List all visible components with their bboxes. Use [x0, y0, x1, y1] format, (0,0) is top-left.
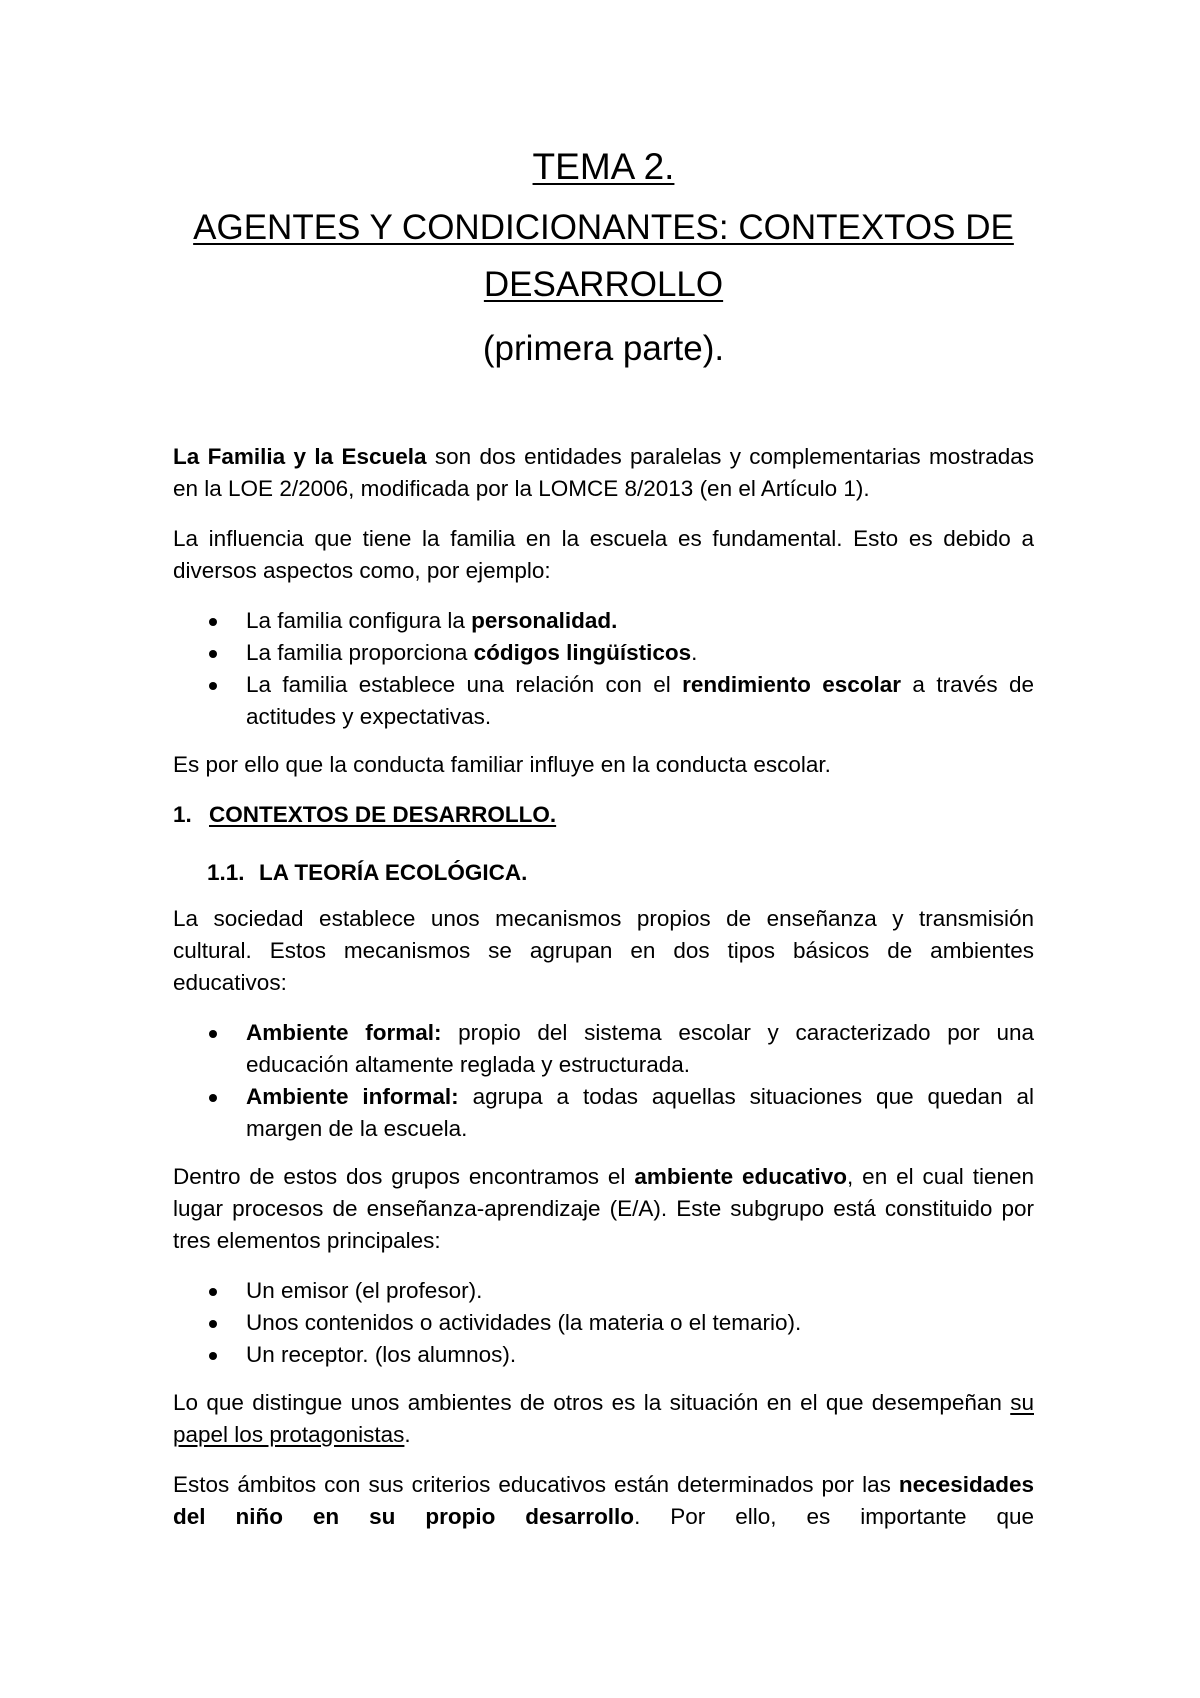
topic-number: TEMA 2.: [532, 146, 675, 187]
influence-paragraph: La influencia que tiene la familia en la escuela es fundamental. Esto es debido a diversos aspectos como, por ejemplo:: [173, 526, 1034, 583]
list-item: La familia proporciona códigos lingüísticos.: [173, 637, 1034, 669]
conclusion-paragraph: Es por ello que la conducta familiar influye en la conducta escolar.: [173, 752, 831, 777]
ambientes-list: [173, 1017, 1034, 1145]
topic-subtitle: (primera parte).: [482, 329, 725, 368]
bullet-icon: [209, 682, 217, 690]
section-heading-1: 1. CONTEXTOS DE DESARROLLO.: [173, 802, 557, 827]
family-list: [173, 605, 1034, 733]
bullet-icon: [209, 1094, 217, 1102]
list-item: Un receptor. (los alumnos).: [173, 1339, 1034, 1371]
bullet-icon: [209, 1320, 217, 1328]
list-item: Ambiente formal: propio del sistema escolar y caracterizado por una educación altamente reglada y estructurada.: [173, 1017, 1034, 1081]
bullet-icon: [209, 650, 217, 658]
list-item: Unos contenidos o actividades (la materia o el temario).: [173, 1307, 1034, 1339]
document-body: [173, 140, 1034, 1533]
bullet-icon: [209, 1030, 217, 1038]
distingue-paragraph: Lo que distingue unos ambientes de otros es la situación en el que desempeñan su papel los protagonistas.: [173, 1390, 1034, 1447]
intro-paragraph: La Familia y la Escuela son dos entidades paralelas y complementarias mostradas en la LOE 2/2006, modificada por la LOMCE 8/2013 (en el Artículo 1).: [173, 444, 1034, 501]
bullet-icon: [209, 1352, 217, 1360]
dentro-paragraph: Dentro de estos dos grupos encontramos el ambiente educativo, en el cual tienen lugar procesos de enseñanza-aprendizaje (E/A). Este subgrupo está constituido por tres elementos principales:: [173, 1164, 1035, 1253]
topic-title: AGENTES Y CONDICIONANTES: CONTEXTOS DE DESARROLLO: [193, 208, 1014, 304]
society-paragraph: La sociedad establece unos mecanismos propios de enseñanza y transmisión cultural. Estos mecanismos se agrupan en dos tipos básicos de ambientes educativos:: [173, 906, 1034, 995]
bullet-icon: [209, 1288, 217, 1296]
list-item: La familia establece una relación con el rendimiento escolar a través de actitudes y expectativas.: [173, 669, 1034, 733]
bullet-icon: [209, 618, 217, 626]
list-item: La familia configura la personalidad.: [173, 605, 1034, 637]
list-item: Ambiente informal: agrupa a todas aquellas situaciones que quedan al margen de la escuela.: [173, 1081, 1034, 1145]
list-item: Un emisor (el profesor).: [173, 1275, 1034, 1307]
elements-list: [173, 1275, 1034, 1371]
section-heading-1-1: 1.1. LA TEORÍA ECOLÓGICA.: [207, 860, 528, 885]
ambitos-paragraph: Estos ámbitos con sus criterios educativos están determinados por las necesidades del niño en su propio desarrollo. Por ello, es importante que: [173, 1472, 1034, 1529]
